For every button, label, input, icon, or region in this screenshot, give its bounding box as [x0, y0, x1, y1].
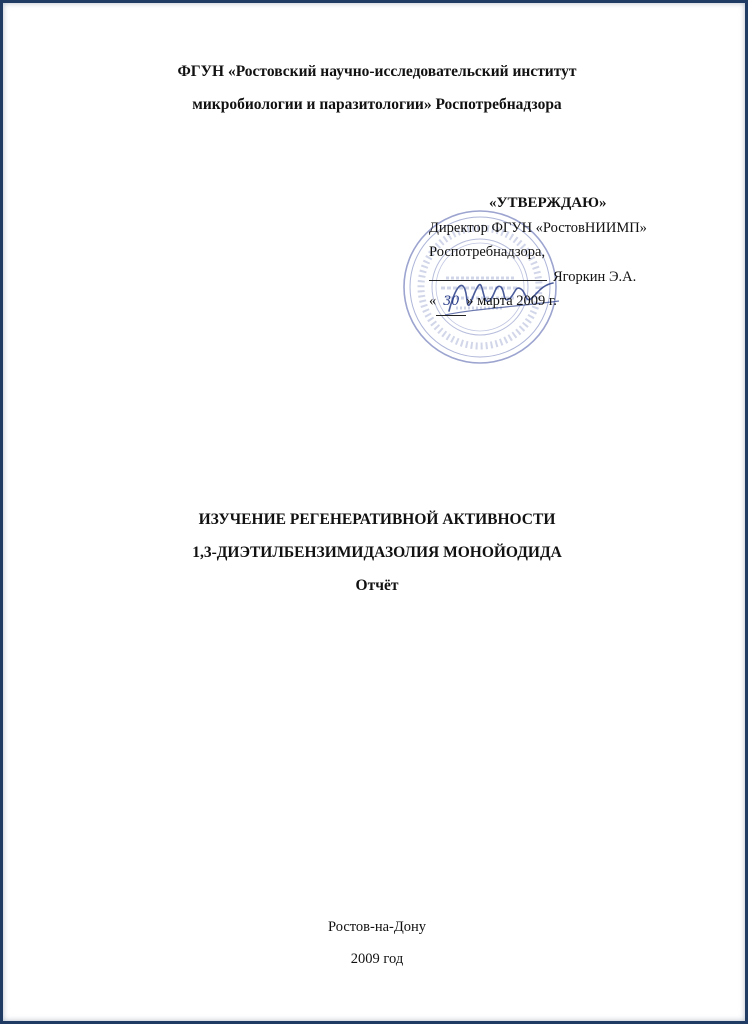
title-line-2: 1,3-ДИЭТИЛБЕНЗИМИДАЗОЛИЯ МОНОЙОДИДА — [192, 544, 562, 561]
signature-line — [429, 265, 729, 290]
footer-block — [3, 911, 748, 975]
approval-heading: «УТВЕРЖДАЮ» — [489, 195, 607, 211]
date-day: 30 — [436, 290, 466, 316]
footer-city: Ростов-на-Дону — [328, 919, 426, 935]
signatory-name: Ягоркин Э.А. — [553, 268, 637, 285]
report-title — [3, 503, 748, 602]
org-line-1: ФГУН «Ростовский научно-исследовательский институт — [177, 63, 577, 80]
title-line-1: ИЗУЧЕНИЕ РЕГЕНЕРАТИВНОЙ АКТИВНОСТИ — [198, 511, 556, 528]
date-open-quote: « — [429, 293, 437, 309]
org-line-2: микробиологии и паразитологии» Роспотребнадзора — [192, 96, 562, 113]
approval-position-line-1: Директор ФГУН «РостовНИИМП» — [429, 219, 647, 236]
report-subtitle: Отчёт — [355, 577, 399, 594]
approval-date — [429, 289, 729, 316]
date-rest: » марта 2009 г. — [466, 293, 557, 309]
signature-blank — [429, 280, 547, 281]
approval-block — [429, 191, 729, 316]
approval-position-line-2: Роспотребнадзора, — [429, 244, 546, 260]
organization-header — [3, 55, 748, 121]
footer-year: 2009 год — [350, 951, 404, 967]
